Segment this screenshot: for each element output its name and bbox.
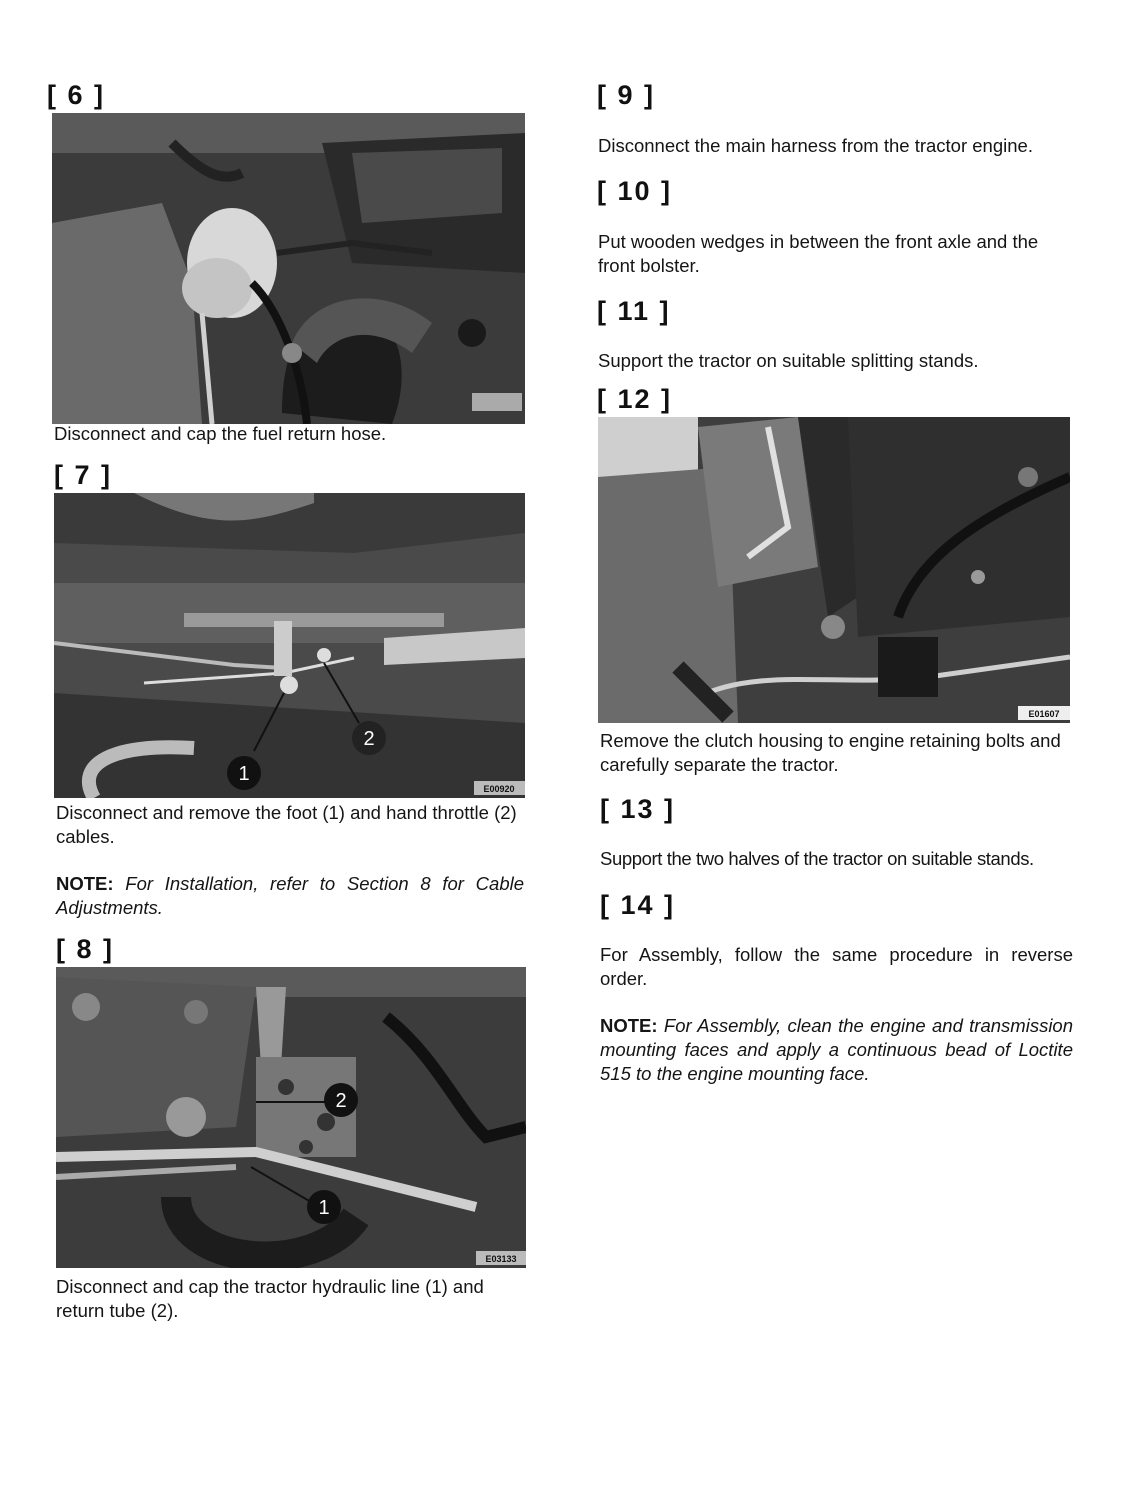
- throttle-photo-illustration: [54, 493, 525, 798]
- callout-2-number: 2: [363, 728, 375, 750]
- step-13-text: Support the two halves of the tractor on suitable stands.: [600, 848, 1034, 869]
- hydraulic-photo-illustration: [56, 967, 526, 1268]
- step-7-caption: Disconnect and remove the foot (1) and hand throttle (2) cables.: [56, 802, 517, 847]
- photo-throttle-cables: [54, 493, 525, 798]
- step-7-note: [56, 872, 524, 920]
- step-8-heading: [ 8 ]: [56, 934, 115, 964]
- step-14-note-text: For Assembly, clean the engine and transmission mounting faces and apply a continuous bead of Loctite 515 to the engine mounting face.: [600, 1015, 1074, 1084]
- photo-clutch-housing: [598, 417, 1070, 723]
- step-6-caption: Disconnect and cap the fuel return hose.: [54, 423, 387, 444]
- step-8-caption: Disconnect and cap the tractor hydraulic line (1) and return tube (2).: [56, 1276, 484, 1321]
- clutch-photo-illustration: [598, 417, 1070, 723]
- callout-1-number: 1: [318, 1197, 330, 1219]
- photo-hydraulic-line: [56, 967, 526, 1268]
- image-code-e03133: E03133: [485, 1254, 517, 1264]
- step-10-text: Put wooden wedges in between the front axle and the front bolster.: [598, 231, 1039, 276]
- image-code-e01607: E01607: [1028, 709, 1060, 719]
- image-code-e00920: E00920: [483, 784, 515, 794]
- step-7-note-text: For Installation, refer to Section 8 for Cable Adjustments.: [56, 873, 525, 918]
- engine-photo-illustration: [52, 113, 525, 424]
- step-9-text: Disconnect the main harness from the tractor engine.: [598, 135, 1033, 156]
- step-10-heading: [ 10 ]: [597, 176, 673, 206]
- step-12-caption: Remove the clutch housing to engine retaining bolts and carefully separate the tractor.: [600, 730, 1061, 775]
- step-6-heading: [ 6 ]: [47, 80, 106, 110]
- step-11-text: Support the tractor on suitable splitting stands.: [598, 350, 979, 371]
- step-14-note-label: NOTE:: [600, 1015, 658, 1036]
- step-12-heading: [ 12 ]: [597, 384, 673, 414]
- step-14-heading: [ 14 ]: [600, 890, 676, 920]
- step-7-heading: [ 7 ]: [54, 460, 113, 490]
- step-14-note: [600, 1014, 1073, 1086]
- step-7-note-label: NOTE:: [56, 873, 114, 894]
- step-13-heading: [ 13 ]: [600, 794, 676, 824]
- photo-fuel-return-hose: [52, 113, 525, 424]
- step-14-text: For Assembly, follow the same procedure in reverse order.: [600, 944, 1073, 989]
- step-11-heading: [ 11 ]: [597, 296, 671, 326]
- step-9-heading: [ 9 ]: [597, 80, 656, 110]
- callout-1-number: 1: [238, 763, 250, 785]
- callout-2-number: 2: [335, 1090, 347, 1112]
